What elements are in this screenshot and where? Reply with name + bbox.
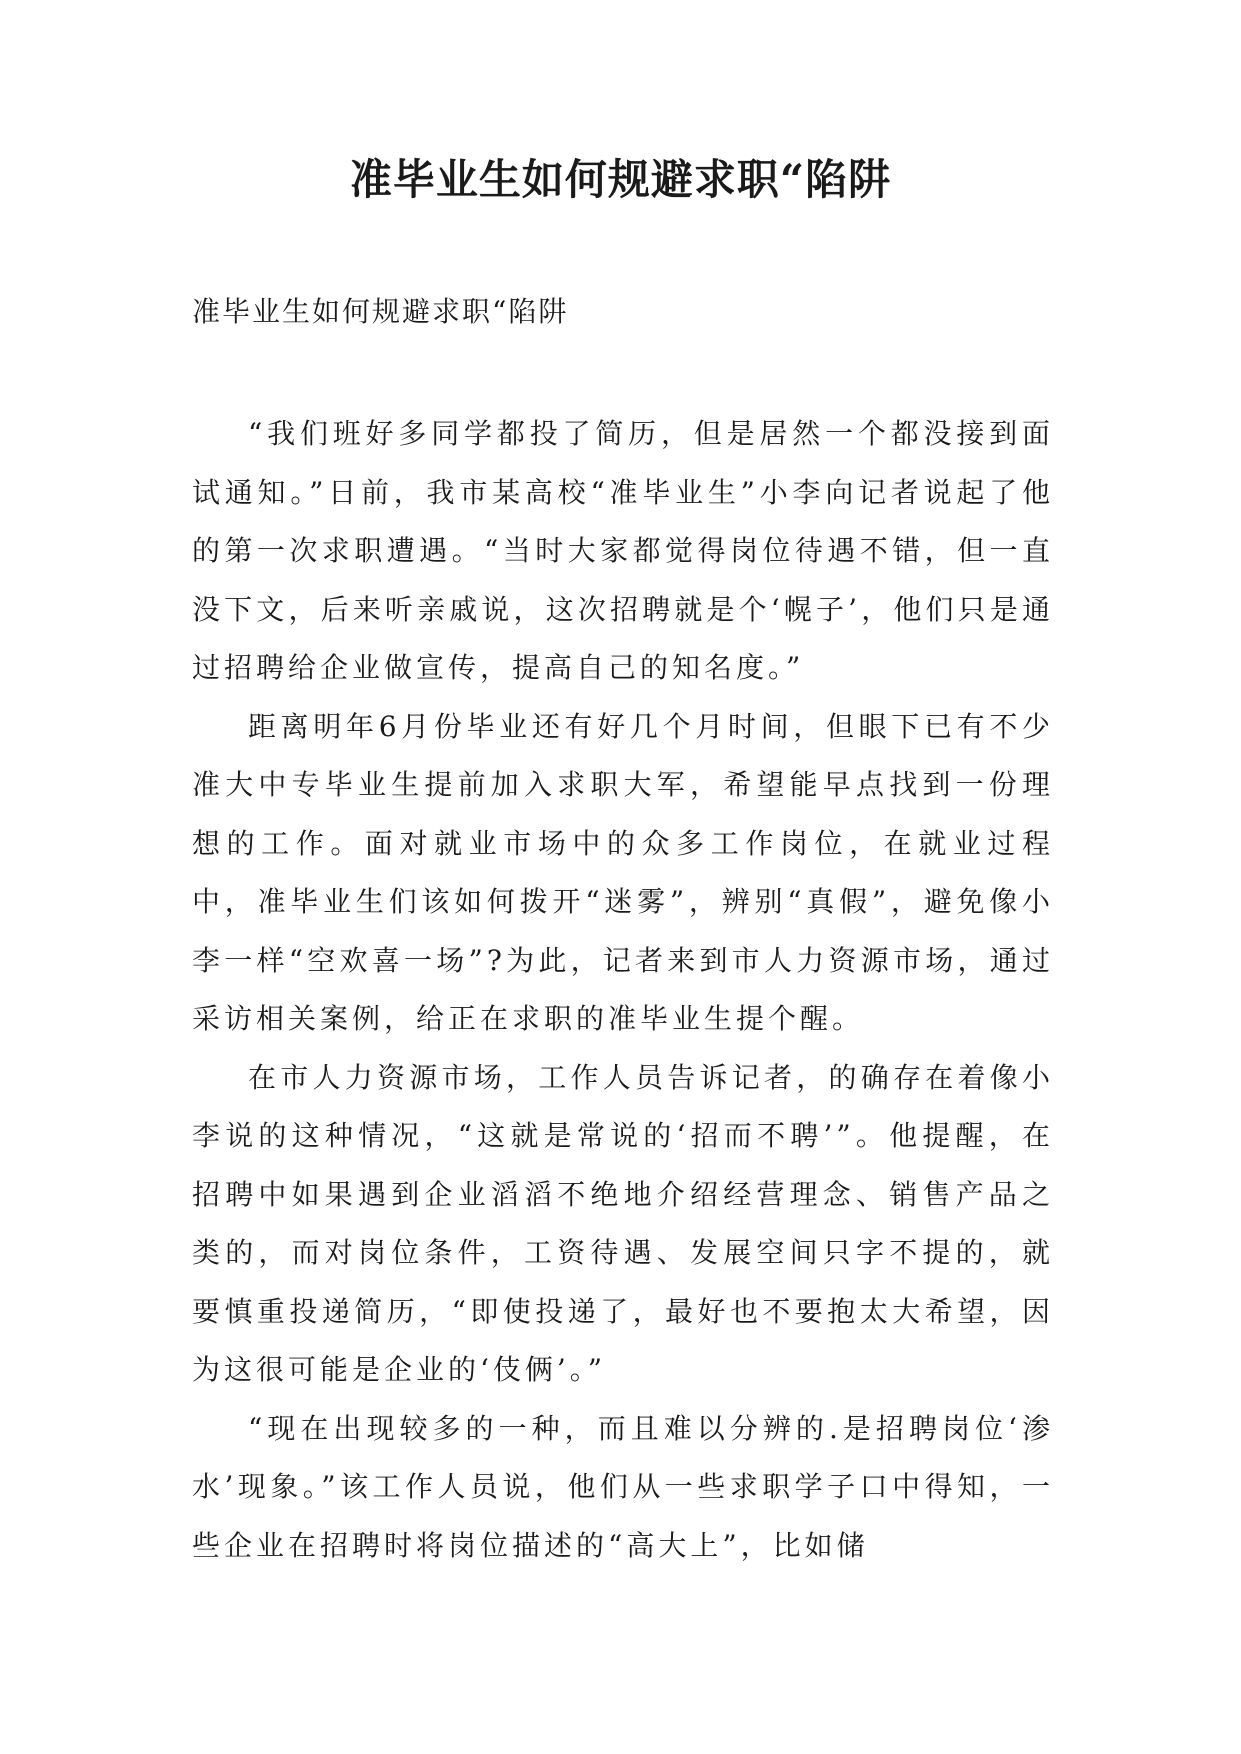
paragraph-4: “现在出现较多的一种，而且难以分辨的.是招聘岗位‘渗水’现象。”该工作人员说，他们从一些求职学子口中得知，一些企业在招聘时将岗位描述的“高大上”，比如储 — [192, 1411, 1054, 1562]
paragraph-1: “我们班好多同学都投了简历，但是居然一个都没接到面试通知。”日前，我市某高校“准毕业生”小李向记者说起了他的第一次求职遭遇。“当时大家都觉得岗位待遇不错，但一直没下文，后来听亲戚说，这次招聘就是个‘幌子’，他们只是通过招聘给企业做宣传，提高自己的知名度。” — [192, 417, 1054, 684]
document-title: 准毕业生如何规避求职“陷阱 — [349, 155, 892, 204]
paragraph-3: 在市人力资源市场，工作人员告诉记者，的确存在着像小李说的这种情况，“这就是常说的‘招而不聘’”。他提醒，在招聘中如果遇到企业滔滔不绝地介绍经营理念、销售产品之类的，而对岗位条件，工资待遇、发展空间只字不提的，就要慎重投递简历，“即使投递了，最好也不要抱太大希望，因为这很可能是企业的‘伎俩’。” — [192, 1060, 1054, 1386]
document-subtitle: 准毕业生如何规避求职“陷阱 — [192, 295, 569, 328]
document-body — [192, 405, 1054, 1575]
paragraph-2: 距离明年6月份毕业还有好几个月时间，但眼下已有不少准大中专毕业生提前加入求职大军，希望能早点找到一份理想的工作。面对就业市场中的众多工作岗位，在就业过程中，准毕业生们该如何拨开“迷雾”，辨别“真假”，避免像小李一样“空欢喜一场”?为此，记者来到市人力资源市场，通过采访相关案例，给正在求职的准毕业生提个醒。 — [192, 709, 1054, 1035]
